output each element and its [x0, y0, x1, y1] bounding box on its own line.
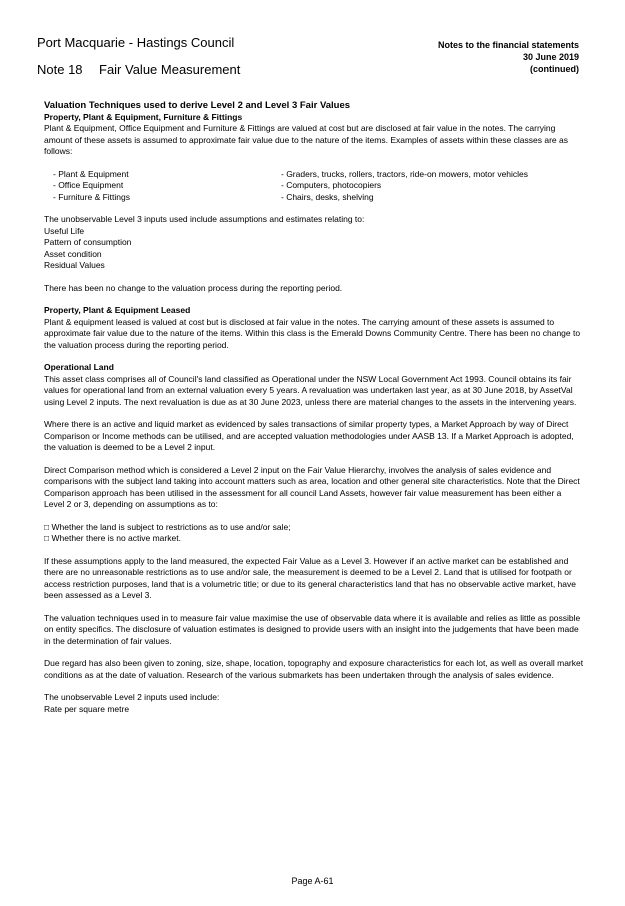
- note-title: Fair Value Measurement: [99, 62, 241, 77]
- land-paragraph-6: Due regard has also been given to zoning, size, shape, location, topography and exposure characteristics for each lot, as well as overall market conditions as at the date of valuation. Research of the various submarkets has been undertaken through the analysis of sales evidence.: [44, 658, 584, 680]
- input-item: Rate per square metre: [44, 703, 130, 714]
- page-body: [44, 100, 584, 715]
- asset-examples: - Graders, trucks, rollers, tractors, ride-on mowers, motor vehicles: [281, 168, 529, 179]
- input-item: Asset condition: [44, 248, 102, 259]
- council-name: Port Macquarie - Hastings Council: [37, 35, 235, 50]
- date-label: 30 June 2019: [522, 52, 579, 62]
- input-item: Residual Values: [44, 260, 105, 270]
- header-notes-label: [438, 39, 579, 75]
- page-number: Page A-61: [291, 876, 334, 886]
- level3-inputs-intro: The unobservable Level 3 inputs used include assumptions and estimates relating to:: [44, 214, 365, 224]
- asset-class: - Office Equipment: [53, 180, 124, 190]
- section-title: Valuation Techniques used to derive Level 2 and Level 3 Fair Values: [44, 100, 351, 111]
- notes-label: Notes to the financial statements: [437, 40, 579, 50]
- continued-label: (continued): [530, 64, 579, 74]
- asset-class-row: [53, 180, 584, 192]
- document-header: [37, 35, 240, 78]
- asset-class: - Plant & Equipment: [53, 168, 129, 179]
- land-paragraph-2: Where there is an active and liquid market as evidenced by sales transactions of similar property types, a Market Approach by way of Direct Comparison or Income methods can be utilised, and are accepted valuation methodologies under AASB 13. If a Market Approach is adopted, the valuation is deemed to be a Level 2 input.: [44, 419, 574, 452]
- ppe-heading: Property, Plant & Equipment, Furniture & Fittings: [44, 111, 243, 122]
- land-paragraph-4: If these assumptions apply to the land measured, the expected Fair Value as a Level 3. However if an active market can be established and there are no unreasonable restrictions as to use and/or sale, the measurement is deemed to be a Level 2. Land that is utilised for footpath or access restriction purposes, land that is a volumetric title; or due to its general characteristics land that has no observable active market, have been assessed as a Level 3.: [44, 555, 576, 600]
- asset-examples: - Chairs, desks, shelving: [281, 191, 374, 202]
- assumption-item: □ Whether the land is subject to restrictions as to use and/or sale;: [44, 521, 291, 532]
- note-number: Note 18: [37, 62, 83, 77]
- input-item: Useful Life: [44, 225, 85, 236]
- land-paragraph-5: The valuation techniques used in to measure fair value maximise the use of observable data where it is available and relies as little as possible on entity specifics. The disclosure of valuation estimates is designed to provide users with an insight into the judgements that have been made in the determination of fair values.: [44, 612, 581, 646]
- asset-class: - Furniture & Fittings: [53, 191, 130, 202]
- no-change-note: There has been no change to the valuation process during the reporting period.: [44, 282, 343, 293]
- ppe-paragraph: Plant & Equipment, Office Equipment and Furniture & Fittings are valued at cost but are disclosed at fair value in the notes. The carrying amount of these assets is assumed to approximate fair value due to the nature of the items. Examples of assets within these classes are as follows:: [44, 123, 568, 156]
- asset-class-row: [53, 169, 584, 181]
- note-heading: [37, 62, 240, 78]
- land-heading: Operational Land: [44, 362, 114, 372]
- land-paragraph-3: Direct Comparison method which is considered a Level 2 input on the Fair Value Hierarchy, involves the analysis of sales evidence and comparisons with the subject land taking into account matters such as area, location and other general site characteristics. Note that the Direct Comparison approach has been utilised in the assessment for all council Land Assets, however fair value measurement has been either a Level 2 or 3, depending on assumptions as to:: [44, 464, 580, 509]
- level2-inputs-intro: The unobservable Level 2 inputs used include:: [44, 692, 220, 702]
- leased-paragraph: Plant & equipment leased is valued at cost but is disclosed at fair value in the notes. The carrying amount of these assets is assumed to approximate fair value due to the nature of the items. Within this class is the Emerald Downs Community Centre. There has been no change to the valuation process during the reporting period.: [44, 316, 581, 350]
- asset-examples: - Computers, photocopiers: [281, 180, 382, 190]
- input-item: Pattern of consumption: [44, 237, 132, 247]
- leased-heading: Property, Plant & Equipment Leased: [44, 305, 191, 315]
- assumption-item: □ Whether there is no active market.: [44, 533, 181, 543]
- land-paragraph-1: This asset class comprises all of Council's land classified as Operational under the NSW Local Government Act 1993. Council obtains its fair values for operational land from an external valuation every 5 years. A revaluation was undertaken last year, as at 30 June 2018, by AssetVal using Level 2 inputs. The next revaluation is due as at 30 June 2023, unless there are material changes to the assets in the intervening years.: [44, 373, 577, 407]
- asset-class-row: [53, 192, 584, 204]
